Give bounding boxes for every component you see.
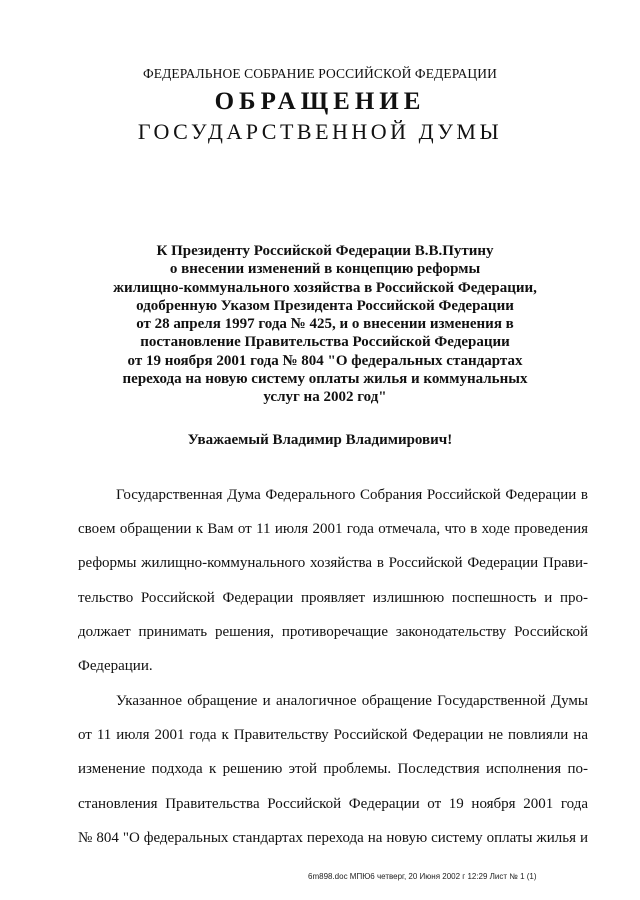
salutation: Уважаемый Владимир Владимирович! bbox=[187, 432, 453, 448]
paragraph-line: реформы жилищно-коммунального хозяйства в Российской Федерации Прави- bbox=[78, 555, 588, 572]
body-paragraph-2 bbox=[78, 693, 588, 864]
paragraph-line: № 804 "О федеральных стандартах перехода на новую систему оплаты жилья и bbox=[78, 829, 588, 846]
page-footer: 6m898.doc МПЮ6 четверг, 20 Июня 2002 г 12:29 Лист № 1 (1) bbox=[308, 872, 537, 881]
addressee-line: жилищно-коммунального хозяйства в Российской Федерации, bbox=[113, 279, 537, 296]
paragraph-line: тельство Российской Федерации проявляет излишнюю поспешность и про- bbox=[78, 589, 588, 606]
paragraph-line: своем обращении к Вам от 11 июля 2001 года отмечала, что в ходе проведения bbox=[78, 521, 588, 538]
addressee-line: перехода на новую систему оплаты жилья и коммунальных bbox=[122, 371, 528, 388]
addressee-block bbox=[100, 242, 550, 407]
paragraph-line: должает принимать решения, противоречащие законодательству Российской bbox=[78, 623, 588, 640]
addressee-line: о внесении изменений в концепцию реформы bbox=[169, 261, 481, 278]
addressee-line: К Президенту Российской Федерации В.В.Путину bbox=[156, 243, 494, 259]
paragraph-line: Государственная Дума Федерального Собрания Российской Федерации в bbox=[116, 487, 588, 503]
paragraph-line: изменение подхода к решению этой проблемы. Последствия исполнения по- bbox=[78, 761, 588, 778]
addressee-line: от 28 апреля 1997 года № 425, и о внесении изменения в bbox=[136, 316, 514, 333]
paragraph-line: Указанное обращение и аналогичное обращение Государственной Думы bbox=[116, 693, 588, 709]
paragraph-line: от 11 июля 2001 года к Правительству Российской Федерации не повлияли на bbox=[78, 727, 588, 744]
addressee-line: услуг на 2002 год" bbox=[263, 389, 387, 406]
body-paragraph-1 bbox=[78, 487, 588, 692]
document-title: ОБРАЩЕНИЕ bbox=[214, 88, 426, 115]
addressee-line: одобренную Указом Президента Российской Федерации bbox=[136, 297, 514, 314]
document-subtitle: ГОСУДАРСТВЕННОЙ ДУМЫ bbox=[137, 119, 503, 144]
paragraph-line: становления Правительства Российской Федерации от 19 ноября 2001 года bbox=[78, 795, 588, 812]
organization-heading: ФЕДЕРАЛЬНОЕ СОБРАНИЕ РОССИЙСКОЙ ФЕДЕРАЦИИ bbox=[143, 66, 497, 81]
addressee-line: постановление Правительства Российской Федерации bbox=[140, 334, 510, 351]
addressee-line: от 19 ноября 2001 года № 804 "О федеральных стандартах bbox=[127, 352, 523, 369]
paragraph-line: Федерации. bbox=[78, 657, 153, 674]
